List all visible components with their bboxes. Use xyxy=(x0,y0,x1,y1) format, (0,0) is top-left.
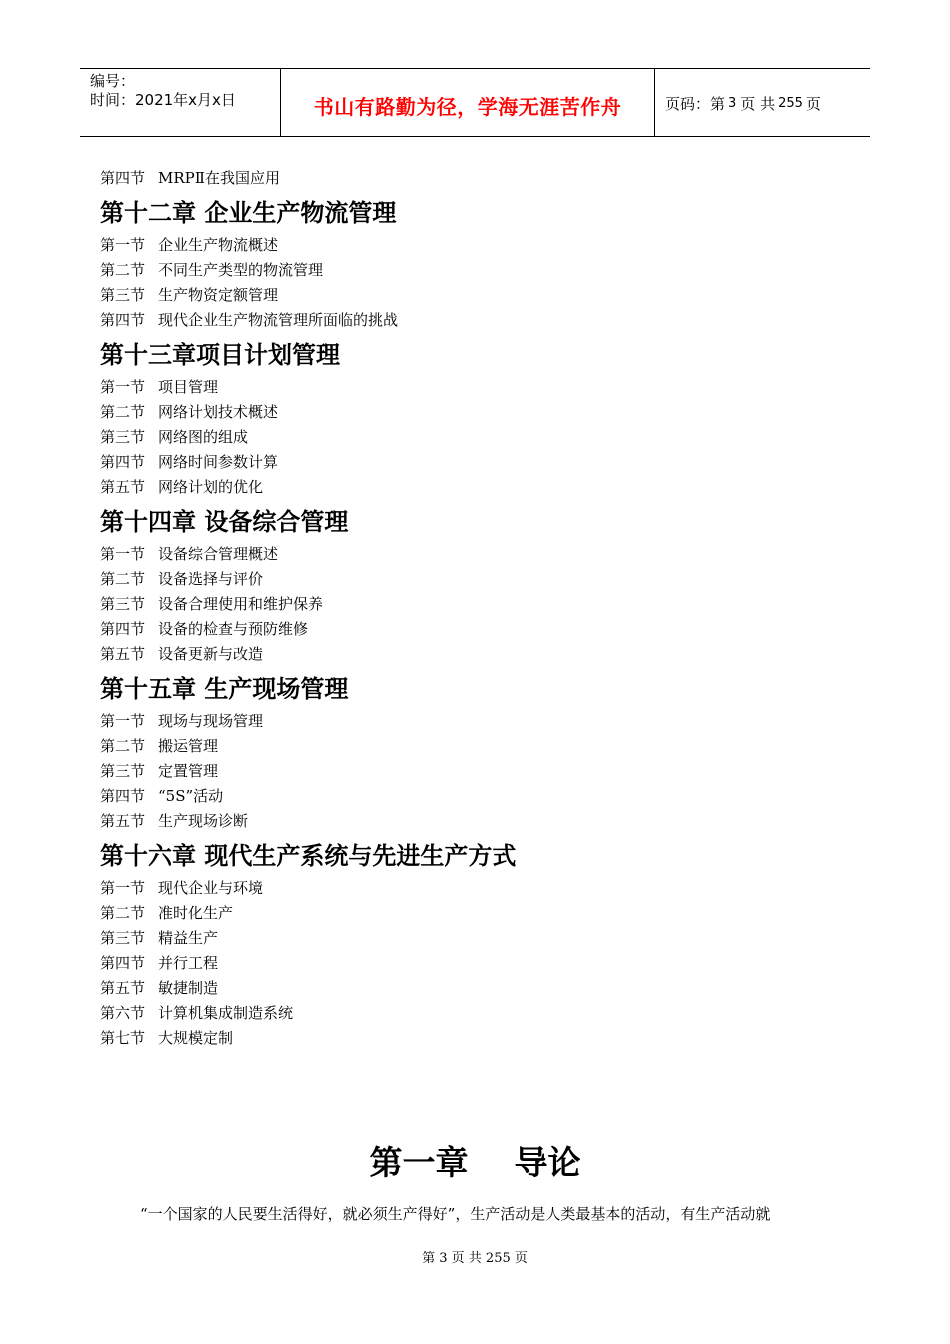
section-number: 第三节 xyxy=(100,428,146,446)
toc-section xyxy=(100,951,860,976)
section-title: 企业生产物流概述 xyxy=(158,236,279,254)
chapter-heading: 第十四章 设备综合管理 xyxy=(100,508,349,536)
toc-section xyxy=(100,400,860,425)
toc-section xyxy=(100,1001,860,1026)
toc-section xyxy=(100,542,860,567)
toc-section xyxy=(100,592,860,617)
header-motto: 书山有路勤为径，学海无涯苦作舟 xyxy=(313,95,622,119)
section-title: 项目管理 xyxy=(158,378,219,396)
toc-section xyxy=(100,709,860,734)
toc-section xyxy=(100,784,860,809)
section-number: 第五节 xyxy=(100,812,146,830)
page-total: 255 xyxy=(778,95,803,111)
header-meta xyxy=(80,69,281,136)
header-motto-cell xyxy=(281,69,655,136)
header-page-info xyxy=(655,69,870,136)
table-of-contents xyxy=(100,166,860,1051)
section-number: 第一节 xyxy=(100,378,146,396)
section-title: 并行工程 xyxy=(158,954,219,972)
toc-section xyxy=(100,976,860,1001)
section-title: 设备更新与改造 xyxy=(158,645,264,663)
section-title: 网络时间参数计算 xyxy=(158,453,279,471)
section-title: 现代企业与环境 xyxy=(158,879,264,897)
section-title: 设备综合管理概述 xyxy=(158,545,279,563)
section-title: 现场与现场管理 xyxy=(158,712,264,730)
toc-section xyxy=(100,926,860,951)
body-paragraph: “一个国家的人民要生活得好，就必须生产得好”，生产活动是人类最基本的活动，有生产活动就 xyxy=(140,1205,771,1223)
section-number: 第二节 xyxy=(100,261,146,279)
page-end-label: 页 xyxy=(805,94,821,113)
section-number: 第二节 xyxy=(100,904,146,922)
section-number: 第一节 xyxy=(100,545,146,563)
toc-section xyxy=(100,283,860,308)
toc-section xyxy=(100,809,860,834)
chapter-heading: 第十二章 企业生产物流管理 xyxy=(100,199,397,227)
chapter-heading: 第十三章项目计划管理 xyxy=(100,341,340,369)
toc-section xyxy=(100,450,860,475)
section-title: MRPⅡ在我国应用 xyxy=(158,169,280,187)
toc-section xyxy=(100,166,860,191)
section-title: 现代企业生产物流管理所面临的挑战 xyxy=(158,311,399,329)
section-title: 生产现场诊断 xyxy=(158,812,249,830)
section-number: 第一节 xyxy=(100,712,146,730)
section-title: 设备选择与评价 xyxy=(158,570,264,588)
toc-section xyxy=(100,567,860,592)
section-number: 第三节 xyxy=(100,286,146,304)
section-number: 第二节 xyxy=(100,737,146,755)
toc-section xyxy=(100,475,860,500)
section-number: 第四节 xyxy=(100,954,146,972)
section-title: 计算机集成制造系统 xyxy=(158,1004,294,1022)
section-number: 第四节 xyxy=(100,453,146,471)
section-title: 生产物资定额管理 xyxy=(158,286,279,304)
section-number: 第一节 xyxy=(100,879,146,897)
section-number: 第七节 xyxy=(100,1029,146,1047)
page-header xyxy=(80,68,870,137)
section-number: 第二节 xyxy=(100,403,146,421)
section-title: 搬运管理 xyxy=(158,737,219,755)
section-number: 第四节 xyxy=(100,311,146,329)
toc-section xyxy=(100,759,860,784)
toc-section xyxy=(100,642,860,667)
toc-section xyxy=(100,233,860,258)
section-number: 第三节 xyxy=(100,929,146,947)
section-title: “5S”活动 xyxy=(158,787,224,805)
toc-section xyxy=(100,876,860,901)
section-number: 第二节 xyxy=(100,570,146,588)
section-number: 第四节 xyxy=(100,620,146,638)
section-number: 第四节 xyxy=(100,169,146,187)
toc-section xyxy=(100,425,860,450)
section-title: 网络计划的优化 xyxy=(158,478,264,496)
section-title: 大规模定制 xyxy=(158,1029,234,1047)
section-number: 第一节 xyxy=(100,236,146,254)
toc-section xyxy=(100,617,860,642)
section-title: 敏捷制造 xyxy=(158,979,219,997)
doc-time-label: 时间：2021年x月x日 xyxy=(90,91,236,109)
page-mid-label: 页 共 xyxy=(740,94,776,113)
section-title: 准时化生产 xyxy=(158,904,234,922)
toc-section xyxy=(100,734,860,759)
section-number: 第六节 xyxy=(100,1004,146,1022)
toc-section xyxy=(100,308,860,333)
page-footer: 第 3 页 共 255 页 xyxy=(422,1251,528,1266)
section-number: 第四节 xyxy=(100,787,146,805)
page-current: 3 xyxy=(728,95,737,111)
section-title: 网络图的组成 xyxy=(158,428,249,446)
toc-section xyxy=(100,258,860,283)
toc-section xyxy=(100,901,860,926)
chapter-heading: 第十六章 现代生产系统与先进生产方式 xyxy=(100,842,517,870)
section-title: 设备合理使用和维护保养 xyxy=(158,595,324,613)
chapter-title: 第一章 导论 xyxy=(369,1143,581,1182)
toc-section xyxy=(100,375,860,400)
section-number: 第五节 xyxy=(100,645,146,663)
toc-section xyxy=(100,1026,860,1051)
section-title: 网络计划技术概述 xyxy=(158,403,279,421)
section-number: 第三节 xyxy=(100,595,146,613)
section-number: 第五节 xyxy=(100,979,146,997)
section-title: 设备的检查与预防维修 xyxy=(158,620,309,638)
doc-number-label: 编号： xyxy=(90,72,136,90)
section-title: 定置管理 xyxy=(158,762,219,780)
page-label: 页码：第 xyxy=(665,94,726,113)
section-title: 不同生产类型的物流管理 xyxy=(158,261,324,279)
section-number: 第三节 xyxy=(100,762,146,780)
chapter-heading: 第十五章 生产现场管理 xyxy=(100,675,349,703)
section-title: 精益生产 xyxy=(158,929,219,947)
section-number: 第五节 xyxy=(100,478,146,496)
